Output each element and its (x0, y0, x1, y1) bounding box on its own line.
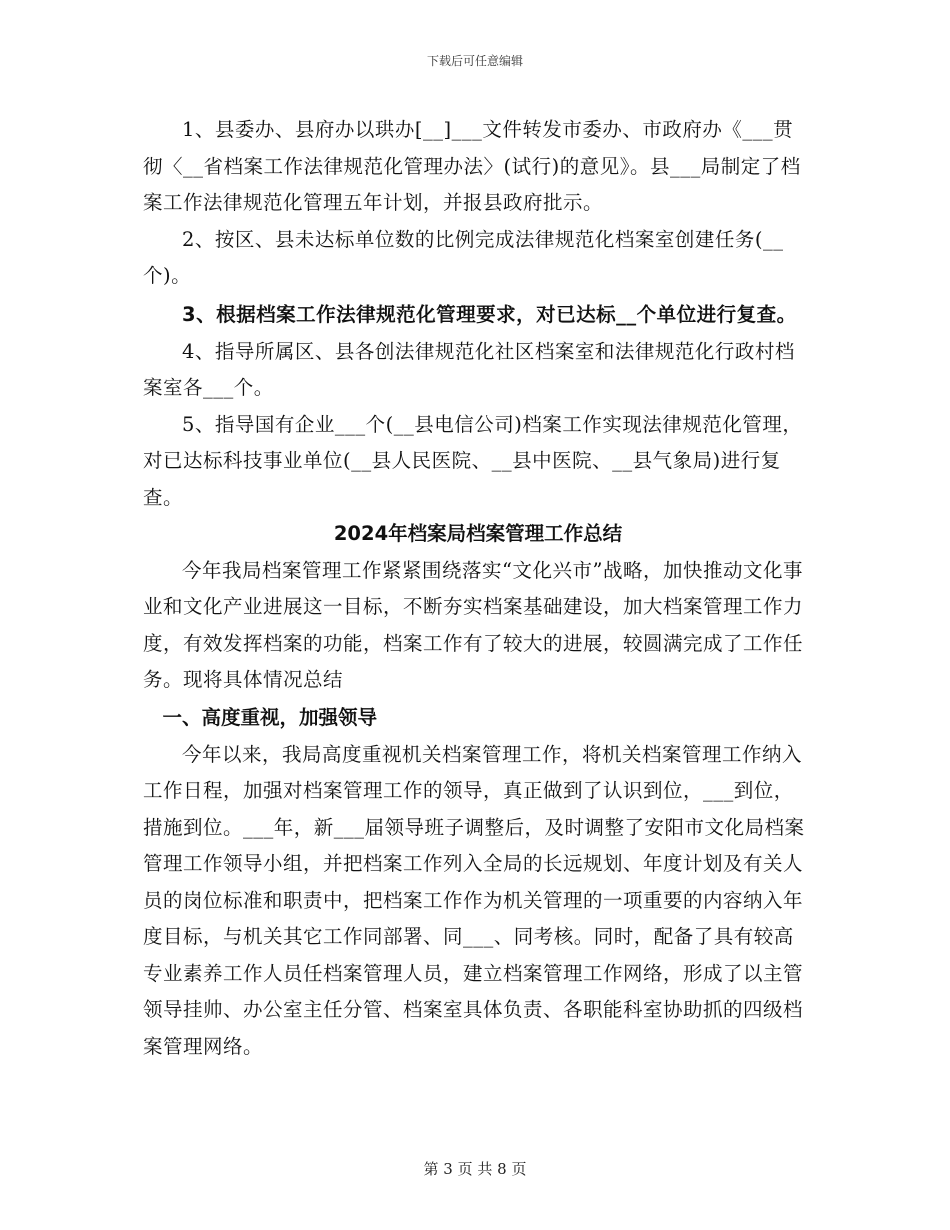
page-footer: 第 3 页 共 8 页 (423, 1160, 527, 1178)
paragraph-item-1: 1、县委办、县府办以珙办[__]___文件转发市委办、市政府办《___贯彻〈__省档案工作法律规范化管理办法〉(试行)的意见》。县___局制定了档案工作法律规范化管理五年计划，并报县政府批示。 (143, 118, 801, 214)
paragraph-item-2: 2、按区、县未达标单位数的比例完成法律规范化档案室创建任务(__个)。 (143, 227, 784, 287)
paragraph-item-4: 4、指导所属区、县各创法律规范化社区档案室和法律规范化行政村档案室各___个。 (143, 339, 795, 399)
paragraph-item-5: 5、指导国有企业___个(__县电信公司)档案工作实现法律规范化管理，对已达标科技事业单位(__县人民医院、__县中医院、__县气象局)进行复查。 (143, 412, 803, 509)
summary-intro: 今年我局档案管理工作紧紧围绕落实“文化兴市”战略，加快推动文化事业和文化产业进展这一目标，不断夯实档案基础建设，加大档案管理工作力度，有效发挥档案的功能，档案工作有了较大的进展，较圆满完成了工作任务。现将具体情况总结 (143, 558, 804, 691)
paragraph-item-3: 3、根据档案工作法律规范化管理要求，对已达标__个单位进行复查。 (182, 302, 797, 326)
section-1-body: 今年以来，我局高度重视机关档案管理工作，将机关档案管理工作纳入工作日程，加强对档案管理工作的领导，真正做到了认识到位，___到位，措施到位。___年，新___届领导班子调整后，及时调整了安阳市文化局档案管理工作领导小组，并把档案工作列入全局的长远规划、年度计划及有关人员的岗位标准和职责中，把档案工作作为机关管理的一项重要的内容纳入年度目标，与机关其它工作同部署、同___、同考核。同时，配备了具有较高专业素养工作人员任档案管理人员，建立档案管理工作网络，形成了以主管领导挂帅、办公室主任分管、档案室具体负责、各职能科室协助抓的四级档案管理网络。 (143, 742, 805, 1058)
document-body (143, 112, 813, 1065)
section-1-heading: 一、高度重视，加强领导 (162, 705, 378, 729)
summary-title: 2024年档案局档案管理工作总结 (333, 522, 623, 545)
page-header: 下载后可任意编辑 (426, 54, 523, 68)
